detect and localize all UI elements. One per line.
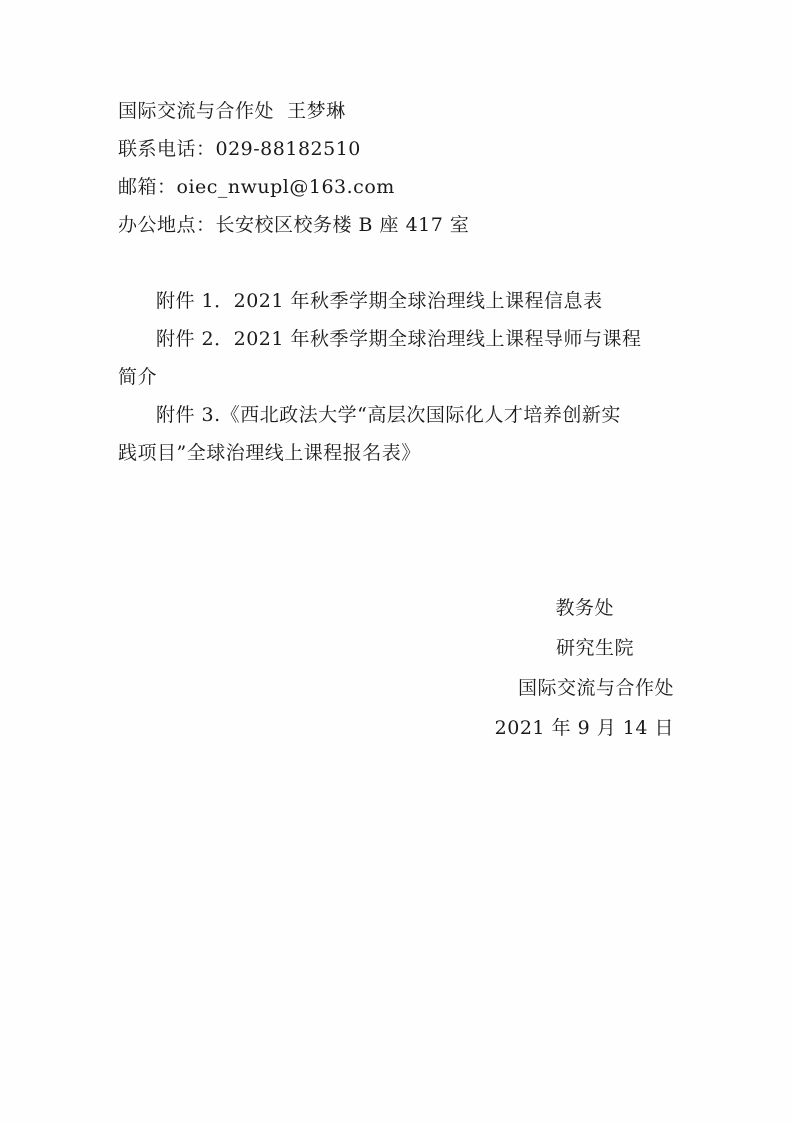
document-body: [118, 92, 678, 472]
attachment-item-1: 附件 1．2021 年秋季学期全球治理线上课程信息表: [156, 290, 603, 312]
contact-line-phone: 联系电话：029-88182510: [118, 138, 361, 160]
spacer-after-contact: [118, 244, 678, 282]
signature-line-international-office: 国际交流与合作处: [517, 677, 674, 699]
attachment-item-2-cont: 简介: [118, 366, 158, 388]
signature-block: [118, 588, 678, 748]
signature-line-graduate-school: 研究生院: [555, 637, 634, 659]
attachment-item-3-cont: 践项目”全球治理线上课程报名表》: [118, 442, 421, 464]
attachment-item-2: 附件 2．2021 年秋季学期全球治理线上课程导师与课程: [156, 328, 642, 350]
contact-line-email: 邮箱：oiec_nwupl@163.com: [118, 176, 395, 198]
contact-line-name: 国际交流与合作处 王梦琳: [118, 100, 346, 122]
signature-line-date: 2021 年 9 月 14 日: [494, 717, 674, 739]
attachment-item-3: 附件 3.《西北政法大学“高层次国际化人才培养创新实: [156, 404, 621, 426]
contact-line-office: 办公地点：长安校区校务楼 B 座 417 室: [118, 214, 470, 236]
signature-line-academic-affairs: 教务处: [555, 597, 614, 619]
